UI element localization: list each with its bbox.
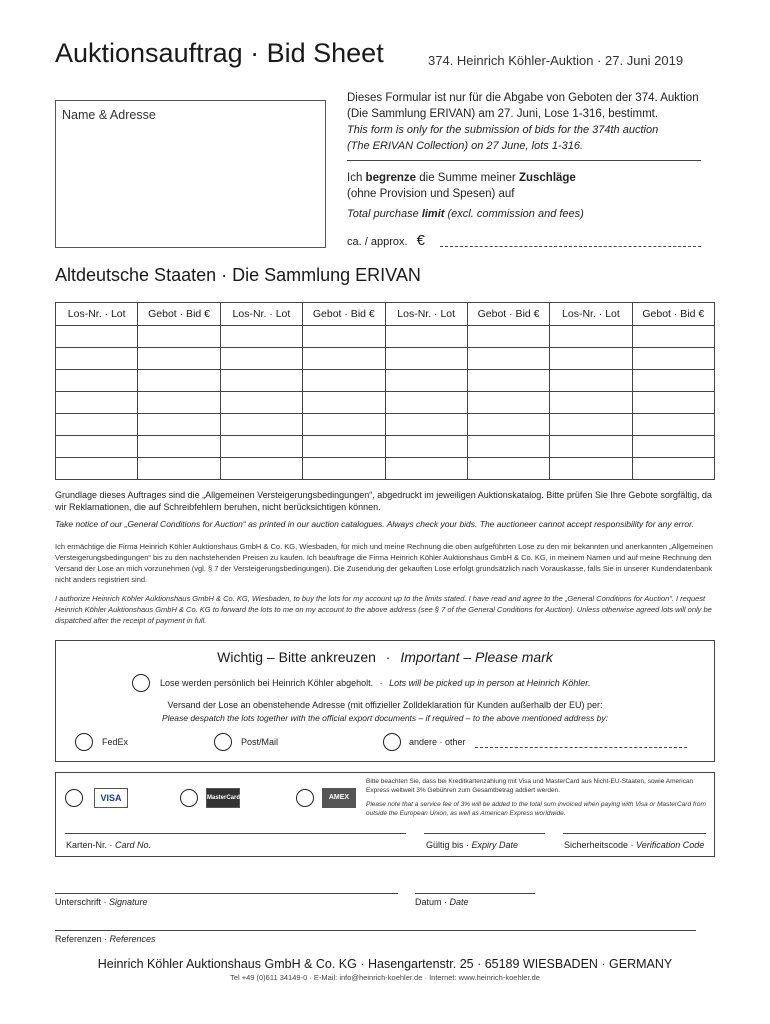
bid-amount-cell[interactable] [303, 370, 385, 392]
lot-number-cell[interactable] [550, 436, 632, 458]
table-row [56, 392, 715, 414]
footer-company: Heinrich Köhler Auktionshaus GmbH & Co. KG · Hasengartenstr. 25 · 65189 WIESBADEN · GERMANY [97, 957, 673, 971]
lot-number-cell[interactable] [385, 414, 467, 436]
bid-amount-cell[interactable] [303, 458, 385, 480]
bid-table [55, 302, 715, 480]
lot-number-cell[interactable] [220, 348, 302, 370]
expiry-label: Gültig bis · Expiry Date [426, 840, 519, 850]
table-row [56, 370, 715, 392]
bid-amount-cell[interactable] [303, 326, 385, 348]
col-header: Gebot · Bid € [138, 303, 220, 326]
bid-amount-cell[interactable] [467, 414, 549, 436]
visa-icon: VISA [94, 788, 128, 808]
ship-de: Versand der Lose an obenstehende Adresse (mit offizieller Zolldeklaration für Kunden außerhalb der EU) per: [167, 700, 603, 710]
lot-number-cell[interactable] [56, 458, 138, 480]
lot-number-cell[interactable] [56, 392, 138, 414]
other-radio[interactable] [383, 733, 401, 751]
table-row [56, 436, 715, 458]
page-subtitle: 374. Heinrich Köhler-Auktion · 27. Juni 2019 [428, 53, 684, 68]
date-label: Datum · Date [415, 897, 469, 907]
bid-amount-cell[interactable] [303, 392, 385, 414]
important-title: Wichtig – Bitte ankreuzen · Important – Please mark [217, 649, 553, 665]
card-number-input[interactable] [65, 833, 406, 834]
lot-number-cell[interactable] [385, 458, 467, 480]
post-label: Post/Mail [241, 737, 279, 747]
col-header: Gebot · Bid € [303, 303, 385, 326]
lot-number-cell[interactable] [550, 348, 632, 370]
limit-en: Total purchase limit (excl. commission and fees) [347, 208, 584, 220]
bid-amount-cell[interactable] [467, 392, 549, 414]
divider [347, 160, 701, 161]
name-address-field[interactable] [55, 100, 326, 248]
bid-amount-cell[interactable] [632, 370, 714, 392]
lot-number-cell[interactable] [220, 392, 302, 414]
table-row [56, 326, 715, 348]
bid-amount-cell[interactable] [138, 370, 220, 392]
section-title: Altdeutsche Staaten · Die Sammlung ERIVAN [55, 265, 421, 285]
bid-amount-cell[interactable] [303, 436, 385, 458]
visa-radio[interactable] [65, 789, 83, 807]
lot-number-cell[interactable] [385, 370, 467, 392]
pickup-radio[interactable] [132, 674, 150, 692]
table-row [56, 348, 715, 370]
bid-amount-cell[interactable] [138, 458, 220, 480]
lot-number-cell[interactable] [550, 392, 632, 414]
lot-number-cell[interactable] [550, 326, 632, 348]
lot-number-cell[interactable] [220, 326, 302, 348]
bid-amount-cell[interactable] [303, 414, 385, 436]
col-header: Los-Nr. · Lot [385, 303, 467, 326]
terms-de: Grundlage dieses Auftrages sind die „Allgemeinen Versteigerungsbedingungen“, abgedruckt im jeweiligen Auktionskatalog. Bitte prüfen Sie Ihre Gebote sorgfältig, da wir Reklamationen, die auf Schreibfehlern beruhen, nicht berücksichtigen können. [55, 490, 712, 512]
bid-amount-cell[interactable] [632, 458, 714, 480]
card-number-label: Karten-Nr. · Card No. [66, 840, 152, 850]
cvc-input[interactable] [563, 833, 706, 834]
lot-number-cell[interactable] [550, 414, 632, 436]
table-header-row [56, 303, 715, 326]
bid-amount-cell[interactable] [467, 348, 549, 370]
bid-amount-cell[interactable] [632, 348, 714, 370]
bid-amount-cell[interactable] [632, 326, 714, 348]
name-address-label: Name & Adresse [62, 108, 156, 122]
limit-amount-input[interactable] [440, 246, 701, 247]
bid-amount-cell[interactable] [632, 414, 714, 436]
lot-number-cell[interactable] [56, 348, 138, 370]
table-row [56, 414, 715, 436]
table-row [56, 458, 715, 480]
lot-number-cell[interactable] [56, 414, 138, 436]
amex-radio[interactable] [296, 789, 314, 807]
bid-amount-cell[interactable] [632, 436, 714, 458]
page-title: Auktionsauftrag · Bid Sheet [55, 38, 384, 68]
bid-amount-cell[interactable] [467, 458, 549, 480]
references-label: Referenzen · References [55, 934, 156, 944]
amex-icon: AMEX [322, 788, 356, 808]
bid-amount-cell[interactable] [632, 392, 714, 414]
approx-label: ca. / approx. [347, 236, 408, 248]
card-note-de: Bitte beachten Sie, dass bei Kreditkartenzahlung mit Visa und MasterCard aus Nicht-EU-Staaten, sowie American Express weltweit 3% Gebühren zum Gesamtbetrag addiert werden. [366, 778, 694, 794]
bid-amount-cell[interactable] [303, 348, 385, 370]
other-input[interactable] [475, 747, 687, 748]
bid-amount-cell[interactable] [467, 436, 549, 458]
lot-number-cell[interactable] [56, 436, 138, 458]
footer-contact: Tel +49 (0)611 34149-0 · E-Mail: info@heinrich-koehler.de · Internet: www.heinrich-koehler.de [230, 973, 540, 982]
lot-number-cell[interactable] [220, 436, 302, 458]
cvc-label: Sicherheitscode · Verification Code [564, 840, 705, 850]
lot-number-cell[interactable] [56, 326, 138, 348]
limit-de: Ich begrenze die Summe meiner Zuschläge (ohne Provision und Spesen) auf [347, 172, 576, 200]
bid-amount-cell[interactable] [138, 348, 220, 370]
signature-label: Unterschrift · Signature [55, 897, 148, 907]
col-header: Gebot · Bid € [632, 303, 714, 326]
lot-number-cell[interactable] [550, 370, 632, 392]
lot-number-cell[interactable] [550, 458, 632, 480]
card-note-en: Please note that a service fee of 3% will be added to the total sum invoiced when paying with Visa or MasterCard from outside the European Union, as well as American Express worldwide. [366, 801, 706, 817]
signature-input[interactable] [55, 893, 398, 894]
ship-en: Please despatch the lots together with the official export documents – if required – to the above mentioned address by: [161, 713, 609, 723]
important-box [55, 640, 715, 762]
date-input[interactable] [415, 893, 535, 894]
card-box [55, 772, 715, 857]
approx-row [347, 232, 425, 249]
mastercard-radio[interactable] [180, 789, 198, 807]
bid-amount-cell[interactable] [138, 326, 220, 348]
fedex-radio[interactable] [75, 733, 93, 751]
post-radio[interactable] [214, 733, 232, 751]
lot-number-cell[interactable] [220, 414, 302, 436]
lot-number-cell[interactable] [385, 392, 467, 414]
lot-number-cell[interactable] [385, 436, 467, 458]
lot-number-cell[interactable] [56, 370, 138, 392]
lot-number-cell[interactable] [220, 370, 302, 392]
col-header: Los-Nr. · Lot [220, 303, 302, 326]
expiry-input[interactable] [424, 833, 545, 834]
col-header: Los-Nr. · Lot [550, 303, 632, 326]
col-header: Gebot · Bid € [467, 303, 549, 326]
lot-number-cell[interactable] [385, 326, 467, 348]
pickup-label: Lose werden persönlich bei Heinrich Köhler abgeholt. · Lots will be picked up in person at Heinrich Köhler. [160, 678, 591, 688]
bid-amount-cell[interactable] [138, 436, 220, 458]
lot-number-cell[interactable] [220, 458, 302, 480]
info-en: This form is only for the submission of bids for the 374th auction (The ERIVAN Collection) on 27 June, lots 1-316. [347, 124, 659, 152]
bid-amount-cell[interactable] [467, 370, 549, 392]
euro-sign: € [416, 232, 425, 249]
bid-amount-cell[interactable] [138, 414, 220, 436]
other-label: andere · other [409, 737, 466, 747]
mastercard-icon: MasterCard [206, 788, 240, 808]
lot-number-cell[interactable] [385, 348, 467, 370]
bid-amount-cell[interactable] [467, 326, 549, 348]
bid-amount-cell[interactable] [138, 392, 220, 414]
fedex-label: FedEx [102, 737, 129, 747]
info-de: Dieses Formular ist nur für die Abgabe von Geboten der 374. Auktion (Die Sammlung ERIVAN) am 27. Juni, Lose 1-316, bestimmt. [347, 92, 699, 120]
references-input[interactable] [55, 930, 696, 931]
col-header: Los-Nr. · Lot [56, 303, 138, 326]
authorize-de: Ich ermächtige die Firma Heinrich Köhler Auktionshaus GmbH & Co. KG, Wiesbaden, für mich und meine Rechnung die oben aufgeführten Lose zu den mir bekannten und anerkannten „Allgemeinen Versteigerungsbedingungen“ bis zu den nachstehenden Preisen zu kaufen. Ich beauftrage die Firma Heinrich Köhler Auktionshaus GmbH & Co. KG, in meinem Namen und auf meine Rechnung den Versand der Lose an mich vorzunehmen (vgl. § 7 der Versteigerungsbedingungen). Die Zusendung der gekauften Lose erfolgt grundsätzlich nach Vorauskasse, falls Sie in unserer Kundendatenbank nicht anders registriert sind. [55, 542, 713, 584]
terms-en: Take notice of our „General Conditions for Auction“ as printed in our auction catalogues. Always check your bids. The auctioneer cannot accept responsibility for any error. [55, 519, 694, 529]
authorize-en: I authorize Heinrich Köhler Auktionshaus GmbH & Co. KG, Wiesbaden, to buy the lots for my account up to the limits stated. I have read and agree to the „General Conditions for Auction“. I request Heinrich Köhler Auktionshaus GmbH & Co. KG to forward the lots to me on my account to the above address (see § 7 of the General Conditions for Auction). Unless otherwise agreed lots will only be dispatched after the receipt of payment in full. [55, 594, 712, 625]
